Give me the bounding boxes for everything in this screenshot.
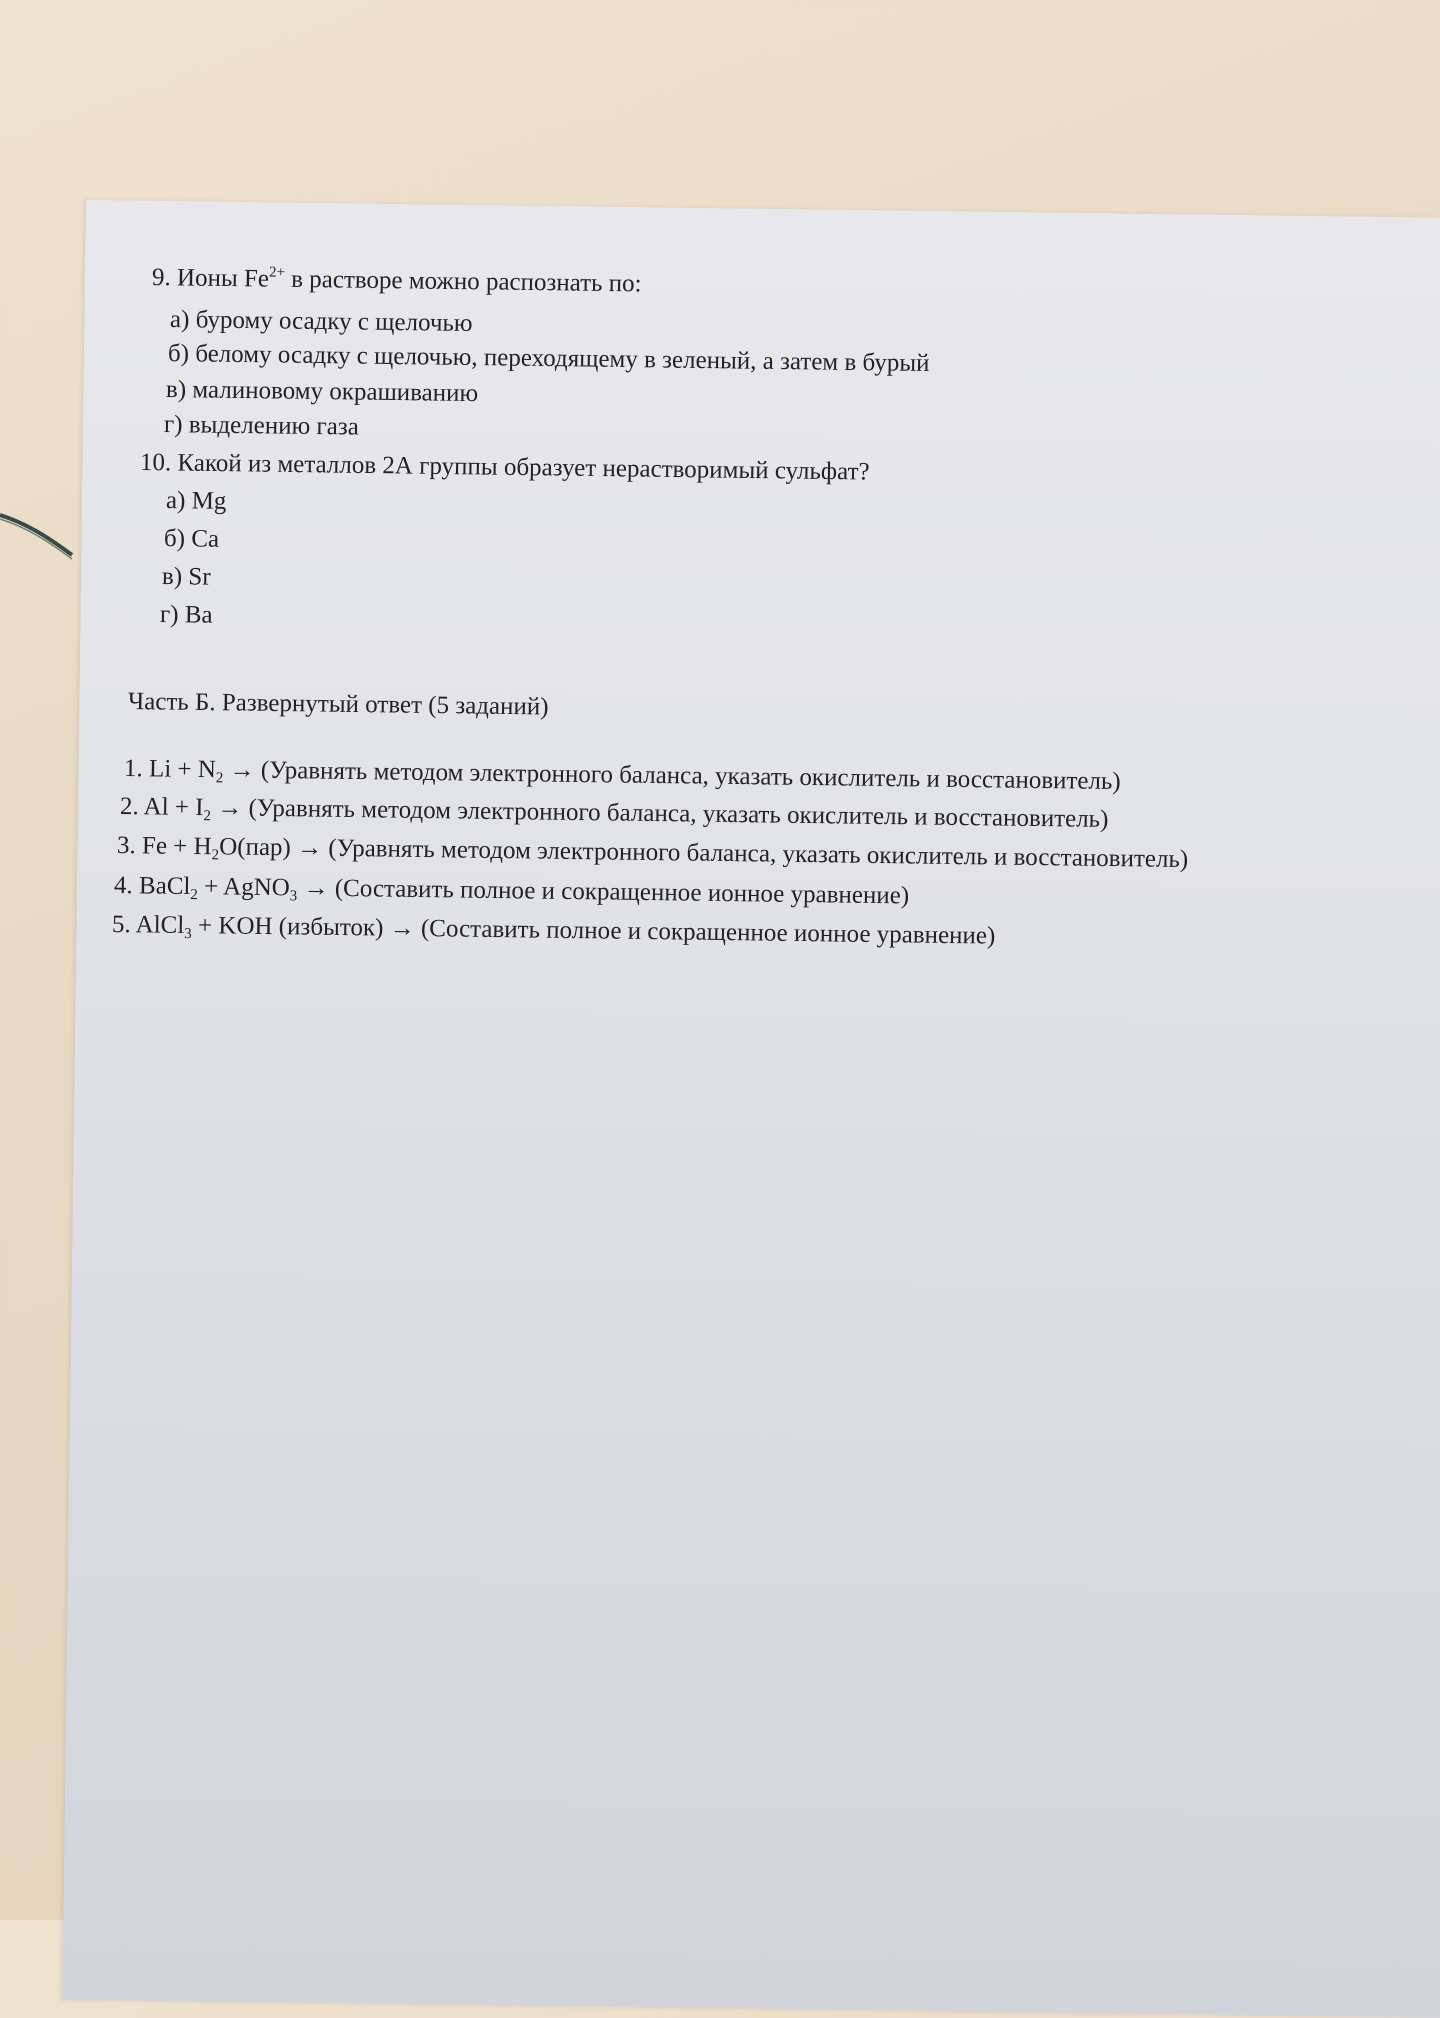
question-number: 9. [151, 264, 171, 292]
subscript: 2 [211, 847, 220, 864]
question-text-after: в растворе можно распознать по: [284, 265, 642, 298]
formula-text: AlCl [135, 911, 185, 939]
subscript: 2 [190, 887, 198, 904]
reaction-formula [141, 832, 329, 864]
question-9-option-d: г) выделению газа [163, 411, 359, 441]
subscript: 3 [184, 925, 192, 943]
ion-charge: 2+ [268, 264, 286, 281]
question-10-option-d: г) Ba [159, 601, 213, 629]
task-number: 3. [116, 832, 143, 860]
formula-text: → [210, 794, 249, 822]
question-10-option-a: а) Mg [165, 487, 227, 515]
question-9 [152, 262, 642, 299]
question-9-option-a: а) бурому осадку с щелочью [169, 306, 473, 337]
formula-text: + KOH (избыток) → [191, 912, 422, 943]
part-b-heading: Часть Б. Развернутый ответ (5 заданий) [127, 688, 549, 721]
formula-text: Li + N [148, 755, 217, 784]
task-instruction: (Составить полное и сокращенное ионное уравнение) [334, 874, 910, 910]
formula-text: + AgNO [197, 873, 290, 902]
task-number: 5. [111, 911, 136, 939]
subscript: 2 [203, 808, 212, 825]
reaction-formula [135, 911, 421, 942]
question-text-before: Ионы Fe [176, 264, 270, 293]
task-number: 2. [119, 793, 144, 821]
task-5 [112, 910, 996, 954]
formula-text: → [223, 756, 262, 784]
question-number: 10. [139, 449, 172, 477]
question-text: Какой из металлов 2А группы образует нерастворимый сульфат? [177, 449, 870, 486]
question-10-option-b: б) Ca [163, 525, 220, 553]
task-1 [124, 754, 1121, 799]
question-10 [140, 448, 870, 488]
formula-text: Al + I [143, 793, 204, 822]
question-9-option-b: б) белому осадку с щелочью, переходящему в зеленый, а затем в бурый [167, 340, 930, 377]
subscript: 2 [215, 770, 224, 787]
task-instruction: (Составить полное и сокращенное ионное уравнение) [420, 915, 996, 950]
task-number: 1. [123, 755, 150, 783]
reaction-formula [148, 755, 262, 787]
task-2 [120, 792, 1109, 837]
formula-text: Fe + H [141, 832, 212, 861]
task-instruction: (Уравнять методом электронного баланса, указать окислитель и восстановитель) [260, 756, 1121, 796]
task-instruction: (Уравнять методом электронного баланса, указать окислитель и восстановитель) [248, 794, 1109, 833]
task-4 [114, 871, 910, 913]
question-9-option-c: в) малиновому окрашиванию [165, 376, 479, 408]
formula-text: → [297, 874, 335, 902]
question-10-option-c: в) Sr [161, 563, 211, 591]
formula-text: BaCl [138, 872, 191, 900]
reaction-formula [143, 793, 249, 825]
subscript: 3 [289, 888, 298, 905]
task-instruction: (Уравнять методом электронного баланса, указать окислитель и восстановитель) [328, 834, 1189, 874]
formula-text: O(пар) → [218, 833, 329, 862]
task-3 [117, 831, 1189, 877]
reaction-formula [138, 872, 335, 905]
task-number: 4. [113, 872, 140, 900]
